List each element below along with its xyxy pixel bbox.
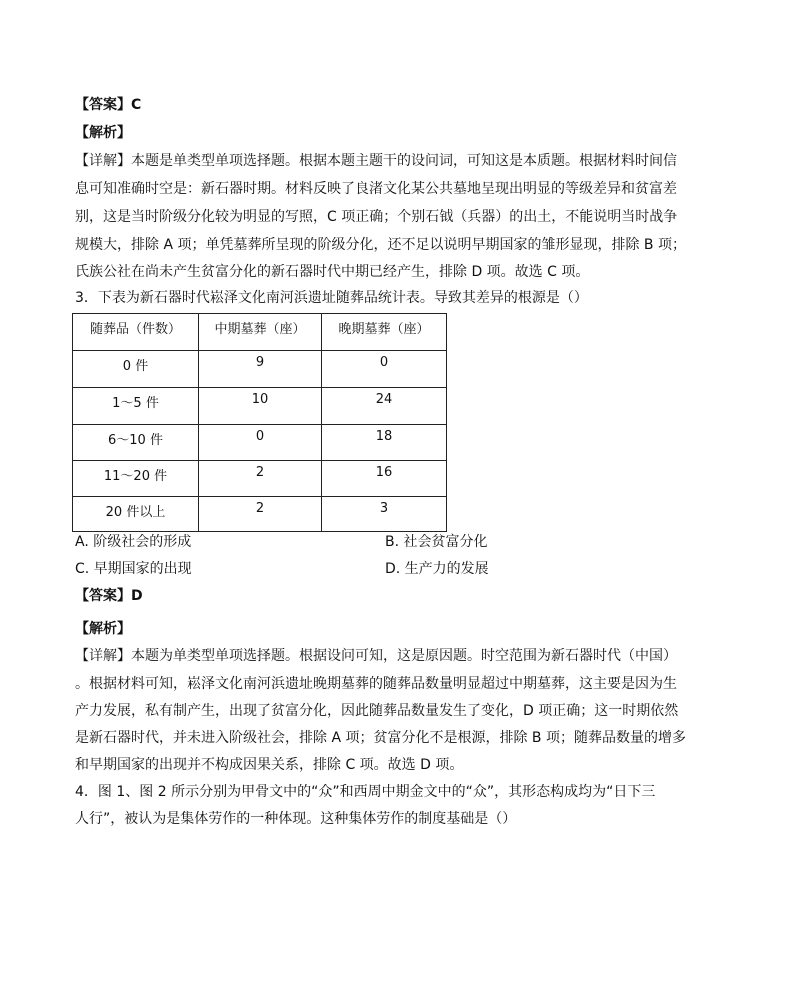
detail-line: 规模大，排除 A 项；单凭墓葬所呈现的阶级分化，还不足以说明早期国家的雏形显现，排除 B 项； <box>75 237 686 253</box>
table-cell: 3 <box>322 497 447 532</box>
table-cell: 2 <box>199 497 322 532</box>
answer-tag: 【答案】 <box>75 97 131 113</box>
table-cell: 10 <box>199 388 322 425</box>
table-cell: 2 <box>199 461 322 497</box>
table-cell: 24 <box>322 388 447 425</box>
option-a: A. 阶级社会的形成 <box>75 534 192 550</box>
table-cell: 18 <box>322 425 447 461</box>
table-header-cell: 晚期墓葬（座） <box>322 314 447 351</box>
answer-line <box>75 96 141 114</box>
option-d: D. 生产力的发展 <box>385 561 489 577</box>
answer-line <box>75 587 143 605</box>
detail-line: 产力发展，私有制产生，出现了贫富分化，因此随葬品数量发生了变化，D 项正确；这一时期依然 <box>75 703 679 719</box>
table-cell: 6～10 件 <box>73 425 199 461</box>
table-cell: 11～20 件 <box>73 461 199 497</box>
detail-line: 是新石器时代，并未进入阶级社会，排除 A 项；贫富分化不是根源，排除 B 项；随葬品数量的增多 <box>75 730 686 746</box>
table-row <box>73 425 447 461</box>
table-row <box>73 388 447 425</box>
detail-line: 和早期国家的出现并不构成因果关系，排除 C 项。故选 D 项。 <box>75 757 464 773</box>
table-row <box>73 461 447 497</box>
detail-line: 息可知准确时空是：新石器时期。材料反映了良渚文化某公共墓地呈现出明显的等级差异和贫富差 <box>75 181 677 197</box>
option-c: C. 早期国家的出现 <box>75 561 192 577</box>
table-cell: 0 <box>322 351 447 388</box>
table-cell: 0 件 <box>73 351 199 388</box>
answer-value: D <box>131 588 143 604</box>
table-cell: 16 <box>322 461 447 497</box>
table-cell: 20 件以上 <box>73 497 199 532</box>
table-cell: 9 <box>199 351 322 388</box>
detail-line: 氏族公社在尚未产生贫富分化的新石器时代中期已经产生，排除 D 项。故选 C 项。 <box>75 264 590 280</box>
table-header-cell: 随葬品（件数） <box>73 314 199 351</box>
table-cell: 1～5 件 <box>73 388 199 425</box>
analysis-tag: 【解析】 <box>75 621 131 637</box>
question-stem: 人行”，被认为是集体劳作的一种体现。这种集体劳作的制度基础是（） <box>75 811 517 827</box>
detail-line: 别，这是当时阶级分化较为明显的写照，C 项正确；个别石钺（兵器）的出土，不能说明当时战争 <box>75 209 678 225</box>
table-row <box>73 351 447 388</box>
table-header-cell: 中期墓葬（座） <box>199 314 322 351</box>
detail-line: 。根据材料可知，崧泽文化南河浜遗址晚期墓葬的随葬品数量明显超过中期墓葬，这主要是因为生 <box>75 676 677 692</box>
option-b: B. 社会贫富分化 <box>385 534 488 550</box>
table-cell: 0 <box>199 425 322 461</box>
question-stem: 4．图 1、图 2 所示分别为甲骨文中的“众”和西周中期金文中的“众”，其形态构成均为“日下三 <box>75 784 656 800</box>
answer-value: C <box>131 97 142 113</box>
answer-tag: 【答案】 <box>75 588 131 604</box>
question-stem: 3．下表为新石器时代崧泽文化南河浜遗址随葬品统计表。导致其差异的根源是（） <box>75 290 588 306</box>
table-header-row <box>73 314 447 351</box>
table-row <box>73 497 447 532</box>
detail-line: 【详解】本题是单类型单项选择题。根据本题主题干的设问词，可知这是本质题。根据材料时间信 <box>75 153 677 169</box>
detail-line: 【详解】本题为单类型单项选择题。根据设问可知，这是原因题。时空范围为新石器时代（中国） <box>75 648 677 664</box>
burial-goods-table <box>72 313 447 532</box>
analysis-tag: 【解析】 <box>75 125 131 141</box>
